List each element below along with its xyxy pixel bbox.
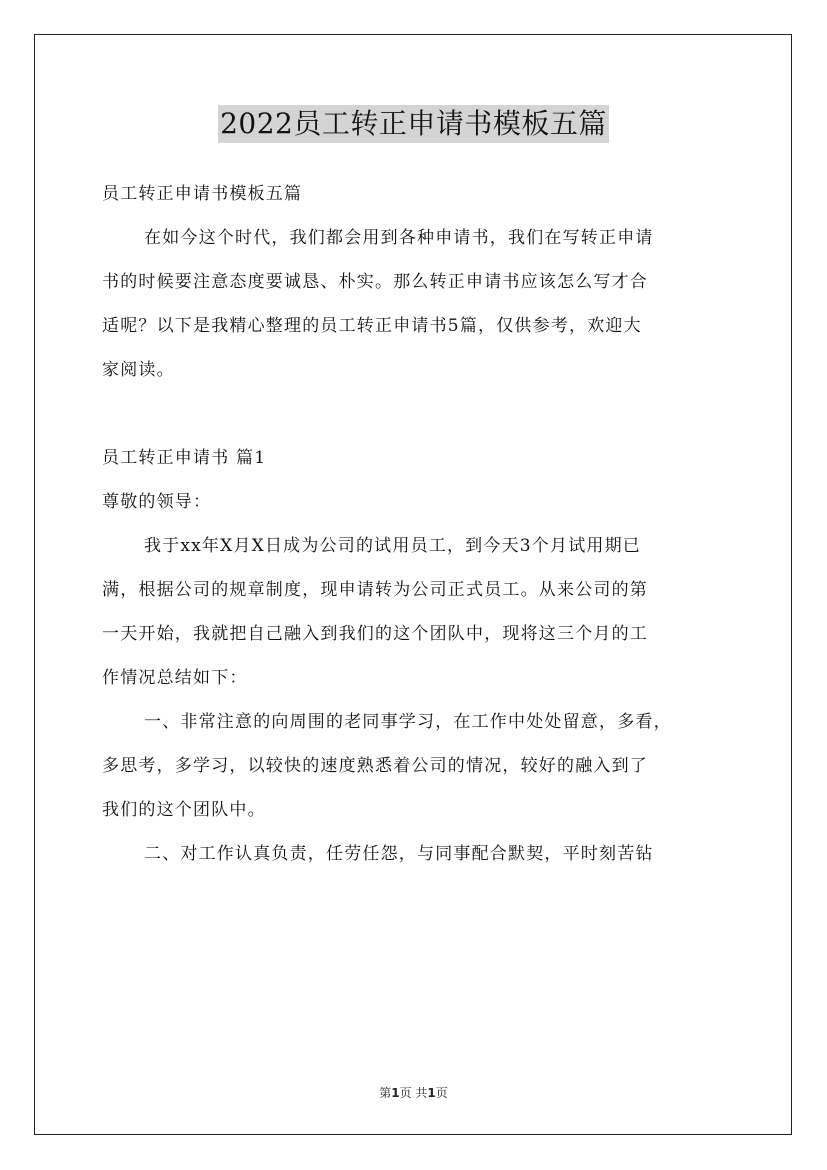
paragraph-line: 一、非常注意的向周围的老同事学习，在工作中处处留意，多看， bbox=[144, 712, 672, 732]
footer-mid: 页 共 bbox=[399, 1086, 428, 1100]
page-footer bbox=[0, 1084, 827, 1101]
paragraph-line: 书的时候要注意态度要诚恳、朴实。那么转正申请书应该怎么写才合 bbox=[102, 272, 648, 292]
paragraph-line: 家阅读。 bbox=[102, 360, 175, 380]
paragraph-line: 满，根据公司的规章制度，现申请转为公司正式员工。从来公司的第 bbox=[102, 580, 648, 600]
paragraph-line: 一天开始，我就把自己融入到我们的这个团队中，现将这三个月的工 bbox=[102, 624, 648, 644]
salutation-line: 尊敬的领导： bbox=[102, 492, 212, 512]
paragraph-line: 我们的这个团队中。 bbox=[102, 800, 266, 820]
footer-suffix: 页 bbox=[435, 1086, 448, 1100]
paragraph-line: 适呢？以下是我精心整理的员工转正申请书5篇，仅供参考，欢迎大 bbox=[102, 316, 642, 336]
paragraph-line: 作情况总结如下： bbox=[102, 668, 248, 688]
blank-line bbox=[102, 392, 728, 436]
document-title-text: 2022员工转正申请书模板五篇 bbox=[218, 105, 609, 143]
footer-prefix: 第 bbox=[379, 1086, 392, 1100]
paragraph-line: 二、对工作认真负责，任劳任怨，与同事配合默契，平时刻苦钻 bbox=[144, 844, 654, 864]
document-title bbox=[0, 103, 827, 143]
section-heading: 员工转正申请书 篇1 bbox=[102, 448, 267, 468]
paragraph-line: 我于xx年X月X日成为公司的试用员工，到今天3个月试用期已 bbox=[144, 536, 641, 556]
paragraph-line: 在如今这个时代，我们都会用到各种申请书，我们在写转正申请 bbox=[144, 228, 654, 248]
footer-page-total: 1 bbox=[427, 1086, 436, 1100]
document-body bbox=[102, 172, 728, 876]
footer-page-current: 1 bbox=[391, 1086, 400, 1100]
subtitle-line: 员工转正申请书模板五篇 bbox=[102, 184, 303, 204]
paragraph-line: 多思考，多学习，以较快的速度熟悉着公司的情况，较好的融入到了 bbox=[102, 756, 648, 776]
